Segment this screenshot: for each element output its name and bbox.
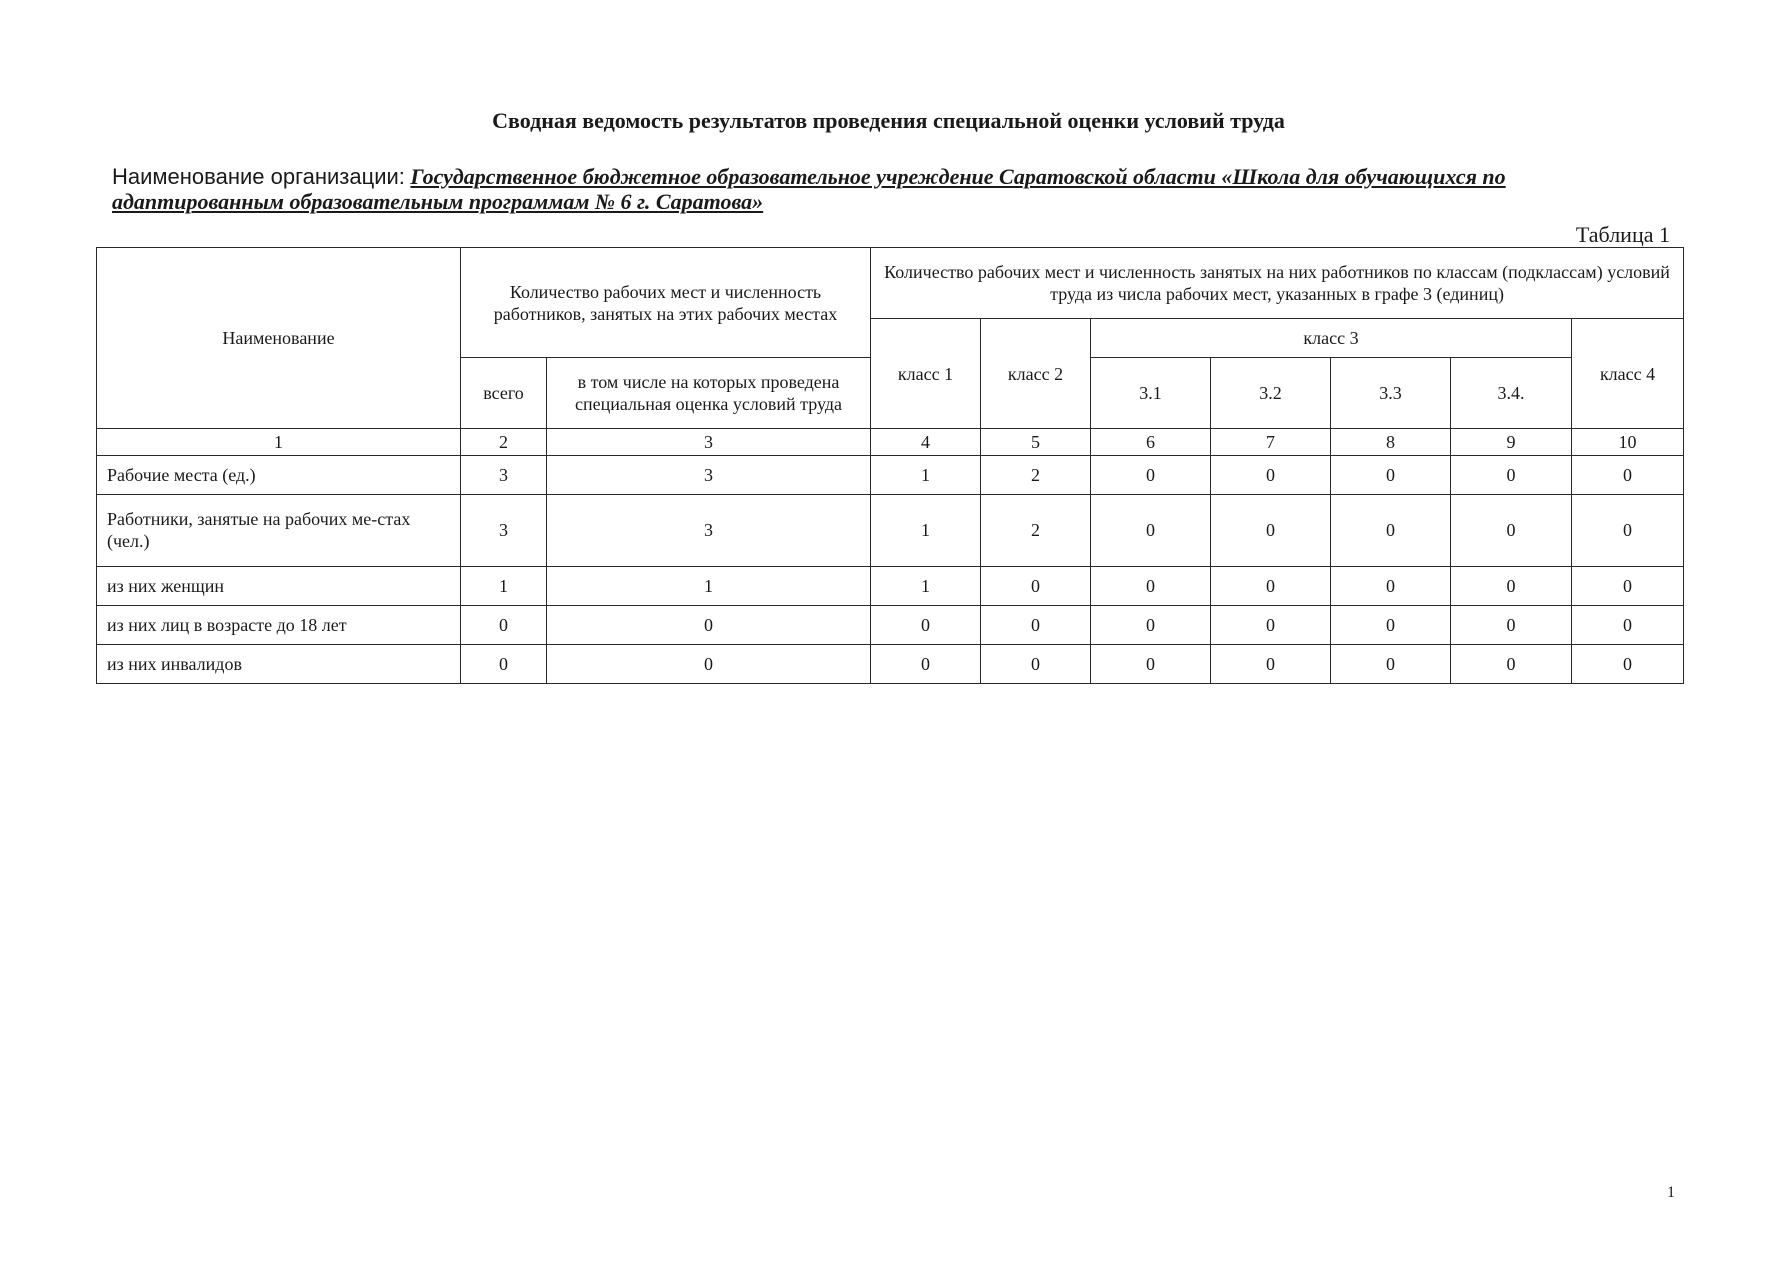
table-row [97, 605, 1684, 644]
cell-value: 2 [981, 456, 1091, 495]
cell-value: 0 [1211, 644, 1331, 683]
cell-value: 0 [1451, 566, 1572, 605]
cell-value: 0 [1572, 644, 1684, 683]
column-number: 6 [1091, 429, 1211, 456]
cell-value: 0 [1451, 605, 1572, 644]
cell-value: 3 [461, 456, 547, 495]
cell-value: 0 [871, 644, 981, 683]
cell-value: 0 [1091, 495, 1211, 566]
header-name: Наименование [97, 248, 461, 429]
column-number: 7 [1211, 429, 1331, 456]
header-workplaces-group: Количество рабочих мест и численность работников, занятых на этих рабочих местах [461, 248, 871, 358]
cell-value: 0 [1091, 566, 1211, 605]
column-number: 2 [461, 429, 547, 456]
table-row [97, 644, 1684, 683]
cell-value: 0 [981, 605, 1091, 644]
cell-value: 0 [1331, 456, 1451, 495]
cell-value: 0 [1331, 644, 1451, 683]
organization-label: Наименование организации: [112, 164, 405, 189]
header-class-1: класс 1 [871, 319, 981, 429]
column-number-row [97, 429, 1684, 456]
cell-value: 0 [1211, 605, 1331, 644]
cell-value: 0 [461, 644, 547, 683]
table-row [97, 456, 1684, 495]
cell-value: 0 [1091, 644, 1211, 683]
cell-value: 0 [1572, 495, 1684, 566]
column-number: 5 [981, 429, 1091, 456]
cell-value: 1 [871, 456, 981, 495]
column-number: 4 [871, 429, 981, 456]
column-number: 9 [1451, 429, 1572, 456]
cell-value: 0 [547, 605, 871, 644]
header-row-1 [97, 248, 1684, 319]
header-total: всего [461, 358, 547, 429]
cell-value: 0 [871, 605, 981, 644]
cell-value: 1 [871, 566, 981, 605]
cell-value: 0 [1091, 605, 1211, 644]
column-number: 10 [1572, 429, 1684, 456]
row-name: Рабочие места (ед.) [97, 456, 461, 495]
cell-value: 1 [871, 495, 981, 566]
column-number: 8 [1331, 429, 1451, 456]
column-number: 1 [97, 429, 461, 456]
cell-value: 0 [1451, 456, 1572, 495]
cell-value: 0 [981, 566, 1091, 605]
organization-block [112, 164, 1672, 214]
row-name: из них инвалидов [97, 644, 461, 683]
row-name: из них женщин [97, 566, 461, 605]
row-name: Работники, занятые на рабочих ме-стах (чел.) [97, 495, 461, 566]
cell-value: 0 [1572, 456, 1684, 495]
header-class-4: класс 4 [1572, 319, 1684, 429]
cell-value: 0 [1091, 456, 1211, 495]
cell-value: 2 [981, 495, 1091, 566]
cell-value: 0 [1572, 566, 1684, 605]
cell-value: 3 [547, 495, 871, 566]
header-subclass-3-3: 3.3 [1331, 358, 1451, 429]
cell-value: 1 [547, 566, 871, 605]
cell-value: 0 [1451, 495, 1572, 566]
cell-value: 0 [1331, 566, 1451, 605]
header-classes-group: Количество рабочих мест и численность занятых на них работников по классам (подклассам) условий труда из числа рабочих мест, указанных в графе 3 (единиц) [871, 248, 1684, 319]
page-number: 1 [1667, 1184, 1675, 1201]
cell-value: 0 [1211, 495, 1331, 566]
cell-value: 0 [1331, 495, 1451, 566]
cell-value: 0 [1572, 605, 1684, 644]
cell-value: 0 [1211, 566, 1331, 605]
cell-value: 0 [981, 644, 1091, 683]
header-subclass-3-2: 3.2 [1211, 358, 1331, 429]
header-assessed: в том числе на которых проведена специальная оценка условий труда [547, 358, 871, 429]
table-row [97, 566, 1684, 605]
header-class-3: класс 3 [1091, 319, 1572, 358]
header-subclass-3-4: 3.4. [1451, 358, 1572, 429]
column-number: 3 [547, 429, 871, 456]
cell-value: 3 [547, 456, 871, 495]
document-title: Сводная ведомость результатов проведения специальной оценки условий труда [492, 108, 1285, 133]
cell-value: 0 [1331, 605, 1451, 644]
cell-value: 0 [1451, 644, 1572, 683]
header-subclass-3-1: 3.1 [1091, 358, 1211, 429]
cell-value: 0 [1211, 456, 1331, 495]
cell-value: 1 [461, 566, 547, 605]
cell-value: 0 [461, 605, 547, 644]
organization-name: Государственное бюджетное образовательное учреждение Саратовской области «Школа для обучающихся по адаптированным образовательным программам № 6 г. Саратова» [112, 164, 1506, 214]
cell-value: 3 [461, 495, 547, 566]
table-row [97, 495, 1684, 566]
table-label: Таблица 1 [1575, 222, 1670, 247]
cell-value: 0 [547, 644, 871, 683]
summary-table [96, 247, 1684, 684]
header-class-2: класс 2 [981, 319, 1091, 429]
row-name: из них лиц в возрасте до 18 лет [97, 605, 461, 644]
